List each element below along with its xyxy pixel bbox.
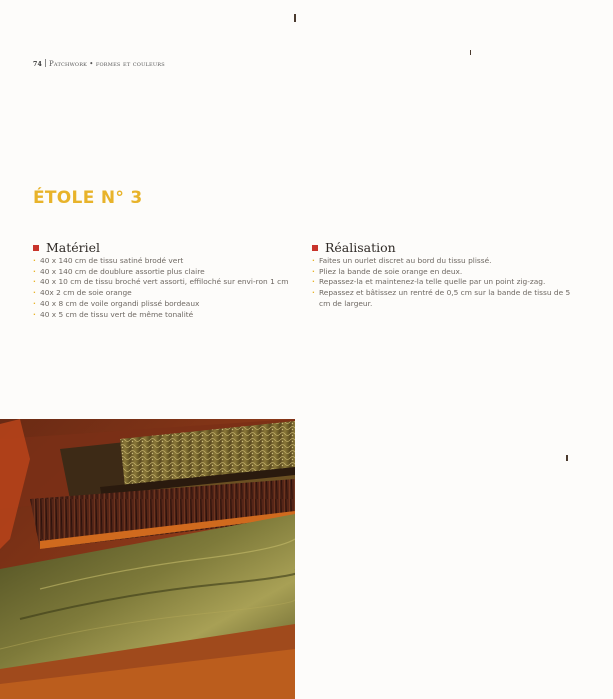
book-subtitle: formes et couleurs — [95, 60, 165, 68]
scan-mark — [470, 50, 471, 55]
list-item: · 40x 2 cm de soie orange — [33, 288, 295, 299]
list-item: · Faites un ourlet discret au bord du tissu plissé. — [312, 256, 580, 267]
list-item: · Repassez-la et maintenez-la telle quelle par un point zig-zag. — [312, 277, 580, 288]
list-item: · 40 x 5 cm de tissu vert de même tonalité — [33, 310, 295, 321]
list-item: · 40 x 140 cm de tissu satiné brodé vert — [33, 256, 295, 267]
page-number: 74 — [33, 61, 43, 68]
list-item: · 40 x 8 cm de voile organdi plissé bordeaux — [33, 299, 295, 310]
list-item: · 40 x 140 cm de doublure assortie plus claire — [33, 267, 295, 278]
scan-mark — [294, 14, 296, 22]
list-item: · Repassez et bâtissez un rentré de 0,5 cm sur la bande de tissu de 5 cm de largeur. — [312, 288, 580, 309]
section-title: ÉTOLE N° 3 — [33, 188, 143, 208]
red-square-icon — [312, 245, 318, 251]
running-header — [33, 59, 165, 68]
red-square-icon — [33, 245, 39, 251]
materiel-heading — [33, 240, 295, 255]
materiel-column — [33, 240, 295, 320]
scan-mark — [566, 455, 568, 461]
list-item: · Pliez la bande de soie orange en deux. — [312, 267, 580, 278]
realisation-column — [312, 240, 580, 310]
book-title: Patchwork — [49, 60, 88, 68]
header-dash: • — [89, 60, 94, 68]
header-separator — [45, 59, 46, 67]
materiel-list — [33, 256, 295, 320]
list-item: · 40 x 10 cm de tissu broché vert assorti, effiloché sur envi-ron 1 cm — [33, 277, 295, 288]
realisation-heading-text: Réalisation — [325, 240, 396, 255]
realisation-list — [312, 256, 580, 310]
realisation-heading — [312, 240, 580, 255]
fabric-stole-photo — [0, 419, 295, 699]
materiel-heading-text: Matériel — [46, 240, 101, 255]
